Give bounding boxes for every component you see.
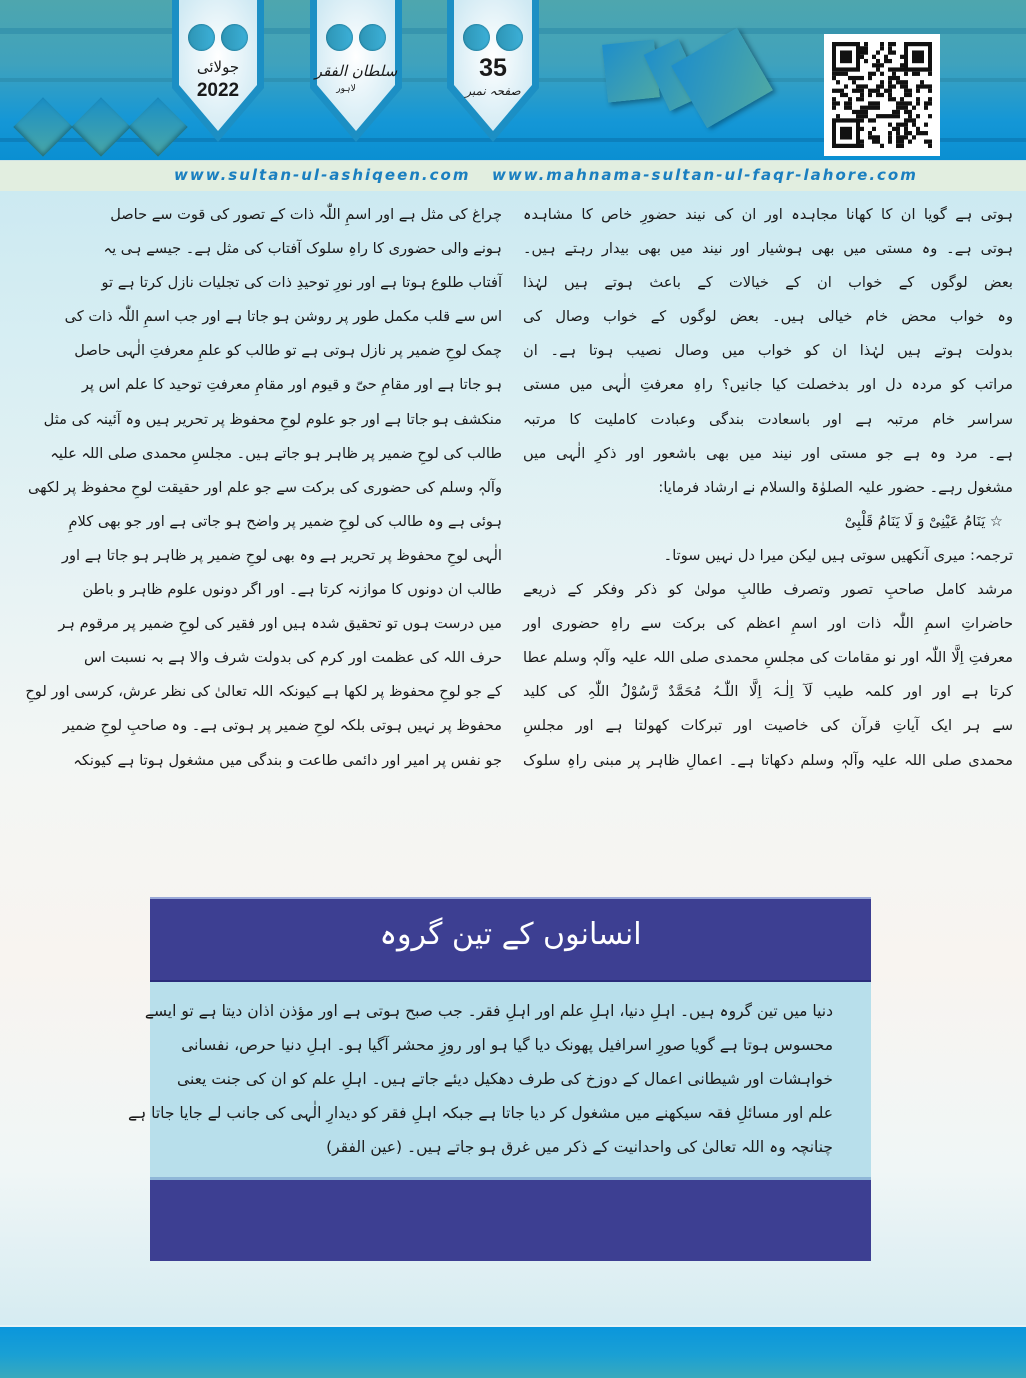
qr-module: [876, 101, 880, 105]
qr-module: [884, 114, 888, 118]
qr-module: [880, 46, 884, 50]
qr-module: [884, 55, 888, 59]
qr-module: [856, 114, 860, 118]
qr-module: [904, 127, 908, 131]
qr-module: [860, 127, 864, 131]
qr-module: [904, 80, 908, 84]
qr-module: [900, 135, 904, 139]
qr-module: [864, 114, 868, 118]
qr-module: [884, 59, 888, 63]
qr-module: [892, 67, 896, 71]
text-line: وآلہٖ وسلم کی حضوری کی برکت سے جو علم اور حقیقت لوحِ محفوظ پر لکھی: [28, 478, 502, 496]
qr-module: [896, 135, 900, 139]
qr-module: [900, 106, 904, 110]
box-header: [150, 897, 871, 982]
qr-module: [912, 118, 916, 122]
box-line: دنیا میں تین گروہ ہیں۔ اہلِ دنیا، اہلِ علم اور اہلِ فقر۔ جب صبح ہوتی ہے اور مؤذن اذان دیتا ہے تو ایسے: [144, 1002, 833, 1020]
qr-module: [896, 80, 900, 84]
qr-module: [888, 80, 892, 84]
qr-module: [908, 110, 912, 114]
qr-module: [832, 97, 836, 101]
qr-module: [864, 106, 868, 110]
qr-module: [880, 144, 884, 148]
page-header: [0, 0, 1026, 160]
qr-module: [836, 89, 840, 93]
qr-module: [888, 135, 892, 139]
text-line: جو نفس پر امیر اور دائمی طاعت و بندگی میں مشغول ہوتا ہے کیونکہ: [73, 751, 502, 769]
qr-module: [908, 114, 912, 118]
qr-module: [860, 97, 864, 101]
text-line: مرشد کامل صاحبِ تصور وتصرف طالبِ مولیٰ کو ذکر وفکر کے ذریعے: [523, 581, 1013, 599]
qr-module: [924, 84, 928, 88]
qr-module: [916, 101, 920, 105]
qr-module: [916, 114, 920, 118]
qr-module: [888, 76, 892, 80]
qr-module: [904, 101, 908, 105]
qr-module: [856, 84, 860, 88]
qr-module: [852, 76, 856, 80]
qr-module: [876, 140, 880, 144]
qr-module: [888, 50, 892, 54]
qr-module: [888, 46, 892, 50]
qr-module: [860, 84, 864, 88]
qr-module: [900, 63, 904, 67]
square-ornament: [671, 28, 773, 128]
text-line: معرفتِ اِلَّا اللّٰہ اور نو مقامات کی مجلسِ محمدی صلی اللہ علیہ وآلہٖ وسلم عطا: [523, 649, 1013, 667]
text-line: میں درست ہوں تو تحقیق شدہ ہیں اور فقیر کی لوحِ ضمیر پر مرقوم ہر: [58, 615, 502, 633]
qr-module: [900, 101, 904, 105]
qr-module: [920, 131, 924, 135]
box-text: [128, 994, 833, 1164]
translation-line: ترجمہ: میری آنکھیں سوتی ہیں لیکن میرا دل نہیں سوتا۔: [663, 546, 1013, 564]
qr-module: [844, 101, 848, 105]
qr-module: [860, 76, 864, 80]
text-line: چمک لوحِ ضمیر پر نازل ہوتی ہے تو طالب کو علمِ معرفتِ الٰہی حاصل: [74, 342, 502, 360]
qr-module: [876, 50, 880, 54]
page-number-shield: [445, 0, 541, 144]
qr-module: [908, 140, 912, 144]
qr-module: [844, 84, 848, 88]
qr-module: [852, 89, 856, 93]
qr-module: [928, 89, 932, 93]
qr-module: [868, 72, 872, 76]
qr-module: [900, 67, 904, 71]
qr-module: [832, 106, 836, 110]
qr-module: [900, 140, 904, 144]
qr-module: [876, 106, 880, 110]
qr-module: [872, 127, 876, 131]
qr-module: [924, 101, 928, 105]
qr-module: [900, 97, 904, 101]
qr-module: [868, 76, 872, 80]
qr-module: [888, 97, 892, 101]
qr-module: [844, 106, 848, 110]
text-line: چراغ کی مثل ہے اور اسمِ اللّٰہ ذات کے تصور کی قوت سے حاصل: [110, 206, 502, 223]
qr-module: [848, 76, 852, 80]
qr-module: [864, 84, 868, 88]
shield-dots: [170, 24, 266, 51]
qr-module: [896, 144, 900, 148]
qr-module: [888, 84, 892, 88]
qr-module: [904, 106, 908, 110]
qr-module: [928, 84, 932, 88]
qr-module: [912, 72, 916, 76]
qr-module: [860, 106, 864, 110]
qr-module: [836, 114, 840, 118]
text-line: آفتاب طلوع ہوتا ہے اور نورِ توحیدِ ذات کی تجلیات نازل کرتا ہے تو: [101, 274, 502, 292]
qr-module: [896, 106, 900, 110]
qr-module: [832, 76, 836, 80]
dot-ornament: [188, 24, 215, 51]
qr-module: [888, 140, 892, 144]
qr-module: [908, 118, 912, 122]
qr-module: [892, 42, 896, 46]
qr-module: [924, 131, 928, 135]
qr-module: [892, 72, 896, 76]
qr-module: [864, 42, 868, 46]
qr-module: [860, 114, 864, 118]
qr-module: [928, 97, 932, 101]
qr-module: [888, 67, 892, 71]
qr-module: [916, 127, 920, 131]
text-line: طالب کی لوحِ ضمیر پر ظاہر ہو جاتے ہیں۔ مجلسِ محمدی صلی اللہ علیہ: [50, 444, 502, 462]
qr-module: [904, 131, 908, 135]
qr-module: [872, 140, 876, 144]
text-line: ہو جاتا ہے اور مقامِ حیّ و قیوم اور مقامِ معرفتِ توحید کا علم اس پر: [81, 376, 502, 394]
qr-module: [868, 106, 872, 110]
qr-module: [920, 84, 924, 88]
qr-module: [880, 80, 884, 84]
qr-finder: [840, 127, 852, 140]
box-line: علم اور مسائلِ فقہ سیکھنے میں مشغول کر دیا جاتا ہے جبکہ اہلِ فقر کو دیدارِ الٰہی کی جانب لے جایا جاتا ہے: [128, 1104, 833, 1122]
qr-module: [908, 131, 912, 135]
qr-module: [872, 135, 876, 139]
box-line: خواہشات اور شیطانی اعمال کے دوزخ کی طرف دھکیل دیئے جاتے ہیں۔ اہلِ علم کو ان کی جنت یعنی: [177, 1070, 833, 1088]
website-link-left[interactable]: www.sultan-ul-ashiqeen.com: [174, 166, 471, 184]
page-footer: [0, 1325, 1026, 1378]
qr-module: [856, 110, 860, 114]
qr-finder: [912, 50, 924, 63]
qr-module: [896, 140, 900, 144]
box-line: چنانچہ وہ اللہ تعالیٰ کی واحدانیت کے ذکر میں غرق ہو جاتے ہیں۔ (عین الفقر): [326, 1138, 833, 1156]
qr-module: [900, 55, 904, 59]
qr-module: [876, 114, 880, 118]
qr-module: [904, 110, 908, 114]
qr-module: [904, 118, 908, 122]
qr-module: [928, 140, 932, 144]
qr-module: [832, 101, 836, 105]
qr-module: [896, 131, 900, 135]
magazine-city: لاہور: [336, 84, 356, 94]
qr-module: [864, 110, 868, 114]
qr-module: [864, 59, 868, 63]
dot-ornament: [496, 24, 523, 51]
qr-module: [908, 101, 912, 105]
box-body: [128, 982, 871, 1177]
box-line: محسوس ہوتا ہے گویا صورِ اسرافیل پھونک دیا گیا ہو اور روزِ محشر آگیا ہو۔ اہلِ دنیا حرص، نفسانی: [181, 1036, 833, 1054]
qr-module: [924, 123, 928, 127]
qr-module: [904, 93, 908, 97]
website-strip: [0, 160, 1026, 191]
text-line: کرتا ہے اور اور کلمہ طیب لَآ اِلٰـہَ اِلَّا اللّٰـہُ مُحَمَّدٌ رَّسُوْلُ اللّٰہِ کی کلید: [523, 683, 1013, 701]
highlight-box: [128, 897, 871, 1261]
dot-ornament: [359, 24, 386, 51]
qr-module: [912, 135, 916, 139]
qr-module: [876, 135, 880, 139]
qr-module: [892, 84, 896, 88]
text-line: حرف اللہ کی عظمت اور کرم کی بدولت شرف والا ہے بہ نسبت اس: [83, 649, 502, 667]
qr-module: [872, 55, 876, 59]
qr-module: [912, 106, 916, 110]
qr-module: [860, 50, 864, 54]
qr-module: [880, 93, 884, 97]
qr-module: [916, 131, 920, 135]
text-line: بعض لوگوں کے خواب ان کے خیالات کے باعث ہوتے ہیں لہٰذا: [523, 274, 1013, 292]
qr-module: [844, 93, 848, 97]
dot-ornament: [221, 24, 248, 51]
qr-module: [892, 127, 896, 131]
qr-module: [872, 101, 876, 105]
text-line: سے ہر ایک آیاتِ قرآن کی خاصیت اور تبرکات کھولتا ہے اور مجلسِ: [523, 717, 1013, 735]
qr-module: [904, 135, 908, 139]
hadith-line: ☆ یَنَامُ عَیْنِیْ وَ لَا یَنَامُ قَلْبِیْ: [844, 512, 1003, 530]
qr-module: [848, 97, 852, 101]
qr-module: [856, 97, 860, 101]
text-line: منکشف ہو جاتا ہے اور جو علوم لوحِ محفوظ پر تحریر ہیں وہ آئینہ کی مثل: [43, 410, 502, 428]
qr-module: [868, 118, 872, 122]
qr-module: [896, 127, 900, 131]
qr-module: [860, 55, 864, 59]
qr-module: [860, 93, 864, 97]
qr-module: [876, 84, 880, 88]
qr-module: [900, 84, 904, 88]
magazine-logo: سلطان الفقر: [314, 62, 398, 80]
qr-module: [852, 110, 856, 114]
qr-module: [888, 131, 892, 135]
qr-module: [928, 101, 932, 105]
logo-shield: [308, 0, 404, 144]
qr-module: [836, 80, 840, 84]
text-line: ہوئی ہے وہ طالب کی لوحِ ضمیر پر واضح ہو جاتی ہے اور جو بھی کلامِ: [68, 512, 502, 530]
qr-module: [844, 72, 848, 76]
qr-module: [860, 144, 864, 148]
text-line: حاضراتِ اسمِ اللّٰہ ذات اور اسمِ اعظم کی برکت سے راہِ حضوری اور: [523, 615, 1013, 633]
qr-module: [928, 72, 932, 76]
qr-module: [888, 123, 892, 127]
dot-ornament: [463, 24, 490, 51]
qr-module: [896, 114, 900, 118]
qr-module: [868, 93, 872, 97]
qr-module: [892, 50, 896, 54]
qr-module: [860, 118, 864, 122]
qr-module: [868, 101, 872, 105]
qr-module: [880, 42, 884, 46]
qr-module: [904, 89, 908, 93]
qr-module: [924, 106, 928, 110]
qr-module: [916, 72, 920, 76]
qr-module: [880, 72, 884, 76]
qr-module: [856, 89, 860, 93]
qr-module: [864, 50, 868, 54]
qr-module: [872, 89, 876, 93]
text-line: طالب ان دونوں کا موازنہ کرتا ہے۔ اور اگر دونوں علوم ظاہر و باطن: [82, 581, 502, 599]
text-line: ہوتی ہے۔ وہ مستی میں بھی ہوشیار اور نیند میں بھی بیدار رہتے ہیں۔: [523, 240, 1013, 258]
qr-module: [876, 93, 880, 97]
qr-module: [860, 140, 864, 144]
qr-module: [876, 67, 880, 71]
qr-module: [896, 76, 900, 80]
qr-module: [888, 59, 892, 63]
qr-module: [896, 123, 900, 127]
qr-module: [912, 123, 916, 127]
qr-module: [848, 101, 852, 105]
qr-module: [880, 63, 884, 67]
qr-module: [900, 144, 904, 148]
qr-module: [888, 42, 892, 46]
qr-module: [896, 67, 900, 71]
text-line: ہوتی ہے گویا ان کا کھانا مجاہدہ اور ان کی نیند حضورِ خاص کا مشاہدہ: [523, 206, 1013, 223]
qr-module: [888, 93, 892, 97]
qr-module: [872, 72, 876, 76]
text-line: بدولت ہوتے ہیں لہٰذا ان کو خواب میں وصال نصیب ہوتا ہے۔ ان: [523, 342, 1013, 360]
qr-module: [916, 97, 920, 101]
qr-module: [868, 135, 872, 139]
diamond-ornament: [13, 97, 72, 156]
shield-dots: [445, 24, 541, 51]
qr-module: [916, 84, 920, 88]
qr-module: [896, 110, 900, 114]
issue-month: جولائی: [196, 58, 240, 76]
text-line: ہونے والی حضوری کا راہِ سلوک آفتاب کی مثل ہے۔ جیسے ہی یہ: [103, 240, 502, 258]
qr-module: [836, 101, 840, 105]
qr-module: [888, 89, 892, 93]
qr-module: [832, 89, 836, 93]
qr-module: [868, 89, 872, 93]
qr-module: [872, 63, 876, 67]
qr-module: [884, 89, 888, 93]
qr-module: [876, 89, 880, 93]
shield-dots: [308, 24, 404, 51]
article-column-left: [25, 198, 502, 778]
qr-module: [928, 144, 932, 148]
qr-module: [872, 118, 876, 122]
qr-module: [888, 114, 892, 118]
qr-module: [908, 93, 912, 97]
qr-module: [924, 140, 928, 144]
text-line: مراتب کو مردہ دل اور بدخصلت کیا جانیں؟ راہِ معرفتِ الٰہی میں مستی: [523, 376, 1013, 394]
qr-module: [860, 46, 864, 50]
qr-finder: [840, 50, 852, 63]
page-number-label: صفحہ نمبر: [465, 84, 521, 98]
text-line: محمدی صلی اللہ علیہ وآلہٖ وسلم دکھاتا ہے۔ اعمالِ ظاہر پر مبنی راہِ سلوک: [523, 751, 1013, 769]
qr-module: [840, 89, 844, 93]
qr-module: [904, 72, 908, 76]
qr-module: [856, 76, 860, 80]
qr-module: [916, 89, 920, 93]
qr-module: [896, 101, 900, 105]
text-line: وہ خواب محض خام خیالی ہیں۔ بعض لوگوں کے خواب وصال کی: [523, 308, 1013, 326]
text-line: کے جو لوحِ محفوظ پر لکھا ہے کیونکہ اللہ تعالیٰ کی نظر عرش، کرسی اور لوحِ: [25, 683, 502, 701]
text-line: سراسر خام مرتبہ ہے اور باسعادت بندگی وعبادت کاملیت کا مرتبہ: [523, 410, 1013, 428]
box-footer: [150, 1177, 871, 1261]
qr-module: [904, 123, 908, 127]
qr-module: [860, 89, 864, 93]
qr-module: [852, 80, 856, 84]
text-line: محفوظ پر نہیں ہوتی بلکہ لوحِ ضمیر پر ہوتی ہے۔ وہ صاحبِ لوحِ ضمیر: [62, 717, 502, 735]
qr-module: [872, 106, 876, 110]
text-line: الٰہی لوحِ محفوظ پر تحریر ہے وہ بھی لوحِ ضمیر پر ظاہر ہو جاتا ہے اور: [61, 546, 502, 564]
qr-module: [892, 114, 896, 118]
qr-module: [928, 114, 932, 118]
qr-module: [876, 59, 880, 63]
qr-code-icon: [824, 34, 940, 156]
qr-module: [840, 72, 844, 76]
qr-module: [892, 97, 896, 101]
qr-module: [876, 63, 880, 67]
qr-module: [836, 72, 840, 76]
qr-module: [848, 106, 852, 110]
qr-module: [840, 93, 844, 97]
qr-module: [920, 80, 924, 84]
page-number: 35: [479, 54, 507, 82]
date-shield: [170, 0, 266, 144]
article-column-right: [523, 198, 1013, 778]
qr-module: [900, 123, 904, 127]
qr-module: [900, 80, 904, 84]
qr-module: [892, 76, 896, 80]
qr-module: [908, 89, 912, 93]
box-title: انسانوں کے تین گروہ: [379, 917, 642, 952]
text-line: ہے۔ مرد وہ ہے جو مستی اور نیند میں بھی باشعور اور ذکرِ الٰہی میں: [523, 444, 1013, 462]
text-line: اس سے قلب مکمل طور پر روشن ہو جاتا ہے اور جب اسمِ اللّٰہ ذات کی: [64, 308, 502, 326]
qr-module: [892, 110, 896, 114]
qr-module: [860, 110, 864, 114]
qr-module: [868, 131, 872, 135]
website-link-right[interactable]: www.mahnama-sultan-ul-faqr-lahore.com: [492, 166, 918, 184]
issue-year: 2022: [196, 80, 240, 101]
dot-ornament: [326, 24, 353, 51]
text-line: مشغول رہے۔ حضور علیہ الصلوٰۃ والسلام نے ارشاد فرمایا:: [658, 478, 1013, 496]
qr-module: [864, 46, 868, 50]
qr-module: [880, 84, 884, 88]
qr-module: [904, 84, 908, 88]
qr-module: [832, 72, 836, 76]
diamond-ornament: [71, 97, 130, 156]
qr-module: [880, 114, 884, 118]
